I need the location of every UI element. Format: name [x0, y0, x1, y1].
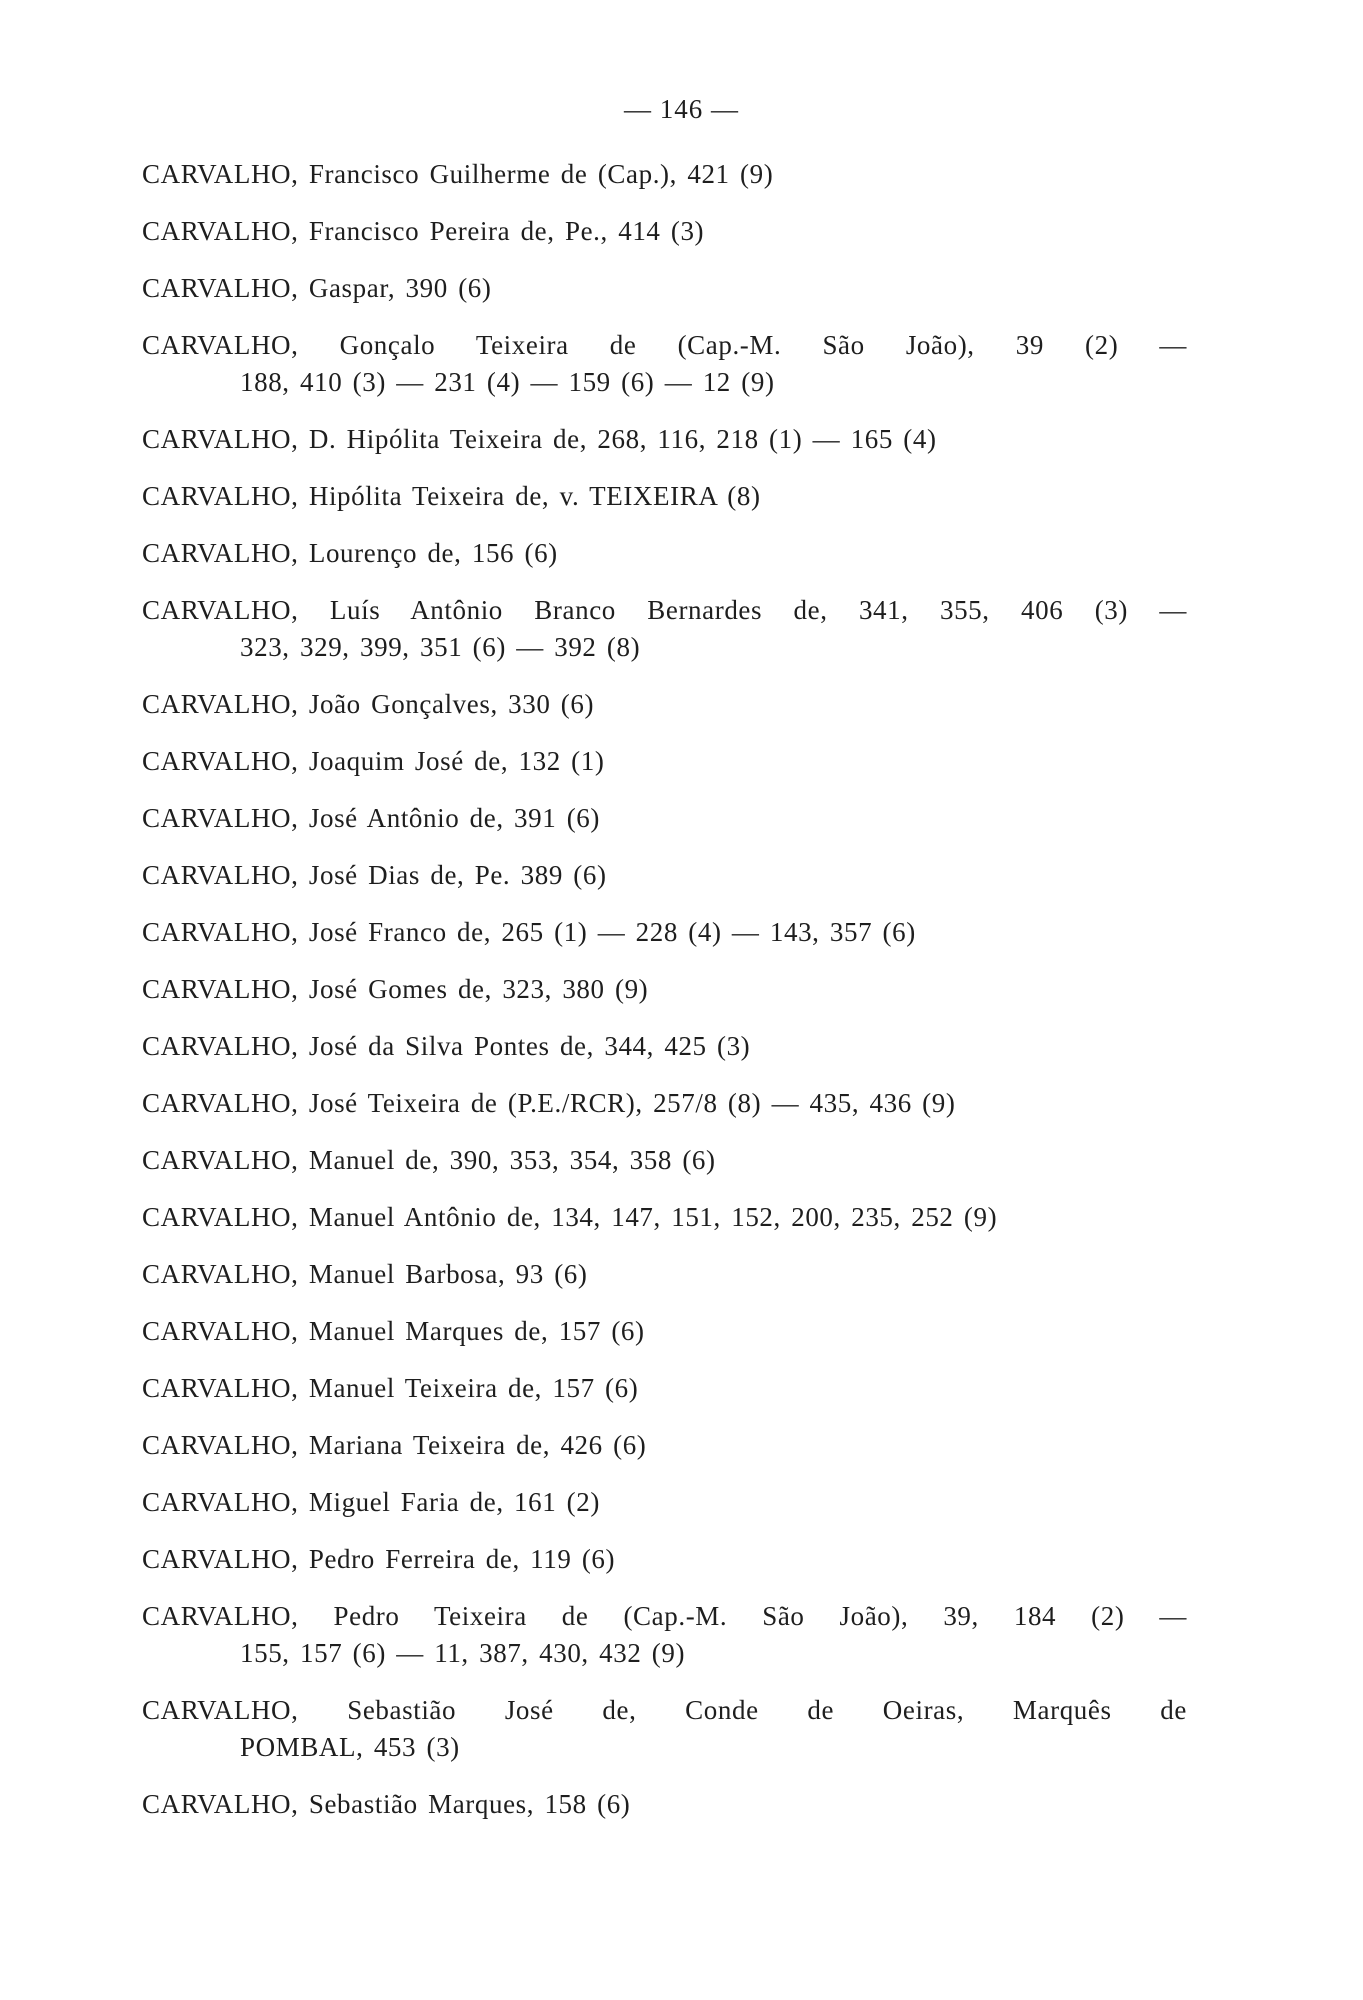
index-entry [142, 1541, 1187, 1578]
index-entry [142, 1085, 1187, 1122]
index-entry [142, 1692, 1187, 1766]
index-entry [142, 421, 1187, 458]
entry-heading-line: CARVALHO, Luís Antônio Branco Bernardes de, 341, 355, 406 (3) — [142, 595, 1187, 625]
entry-heading-line: CARVALHO, Pedro Ferreira de, 119 (6) [142, 1544, 616, 1574]
index-entry [142, 478, 1187, 515]
index-entry [142, 213, 1187, 250]
entry-heading-line: CARVALHO, José Franco de, 265 (1) — 228 (4) — 143, 357 (6) [142, 917, 916, 947]
entry-heading-line: CARVALHO, Gonçalo Teixeira de (Cap.-M. São João), 39 (2) — [142, 330, 1187, 360]
entry-heading-line: CARVALHO, José Gomes de, 323, 380 (9) [142, 974, 649, 1004]
index-entry [142, 1427, 1187, 1464]
index-entry [142, 1313, 1187, 1350]
entry-heading-line: CARVALHO, Joaquim José de, 132 (1) [142, 746, 605, 776]
index-entry [142, 1028, 1187, 1065]
entry-heading-line: CARVALHO, José da Silva Pontes de, 344, 425 (3) [142, 1031, 751, 1061]
index-entry [142, 156, 1187, 193]
entry-continuation-line: 188, 410 (3) — 231 (4) — 159 (6) — 12 (9) [240, 367, 775, 397]
index-entry [142, 592, 1187, 666]
index-entry [142, 1142, 1187, 1179]
index-entry [142, 1256, 1187, 1293]
entry-heading-line: CARVALHO, Gaspar, 390 (6) [142, 273, 492, 303]
entry-heading-line: CARVALHO, Manuel Antônio de, 134, 147, 151, 152, 200, 235, 252 (9) [142, 1202, 998, 1232]
entry-heading-line: CARVALHO, Manuel Teixeira de, 157 (6) [142, 1373, 639, 1403]
index-entries [142, 156, 1187, 1843]
index-entry [142, 686, 1187, 723]
entry-heading-line: CARVALHO, José Dias de, Pe. 389 (6) [142, 860, 607, 890]
index-entry [142, 1199, 1187, 1236]
index-entry [142, 800, 1187, 837]
page-number: — 146 — [624, 94, 739, 124]
index-entry [142, 270, 1187, 307]
index-entry [142, 1370, 1187, 1407]
entry-heading-line: CARVALHO, Pedro Teixeira de (Cap.-M. São João), 39, 184 (2) — [142, 1601, 1187, 1631]
index-entry [142, 1484, 1187, 1521]
entry-heading-line: CARVALHO, Francisco Guilherme de (Cap.), 421 (9) [142, 159, 774, 189]
entry-continuation-line: 155, 157 (6) — 11, 387, 430, 432 (9) [240, 1638, 686, 1668]
entry-heading-line: CARVALHO, Sebastião Marques, 158 (6) [142, 1789, 631, 1819]
entry-heading-line: CARVALHO, Manuel Marques de, 157 (6) [142, 1316, 645, 1346]
entry-continuation-line: 323, 329, 399, 351 (6) — 392 (8) [240, 632, 641, 662]
entry-heading-line: CARVALHO, Lourenço de, 156 (6) [142, 538, 558, 568]
entry-heading-line: CARVALHO, Mariana Teixeira de, 426 (6) [142, 1430, 647, 1460]
entry-heading-line: CARVALHO, Francisco Pereira de, Pe., 414 (3) [142, 216, 705, 246]
entry-heading-line: CARVALHO, Miguel Faria de, 161 (2) [142, 1487, 600, 1517]
index-entry [142, 535, 1187, 572]
index-entry [142, 1598, 1187, 1672]
index-entry [142, 914, 1187, 951]
entry-heading-line: CARVALHO, João Gonçalves, 330 (6) [142, 689, 595, 719]
entry-heading-line: CARVALHO, D. Hipólita Teixeira de, 268, 116, 218 (1) — 165 (4) [142, 424, 937, 454]
entry-heading-line: CARVALHO, José Teixeira de (P.E./RCR), 257/8 (8) — 435, 436 (9) [142, 1088, 956, 1118]
entry-heading-line: CARVALHO, Manuel de, 390, 353, 354, 358 (6) [142, 1145, 716, 1175]
index-entry [142, 743, 1187, 780]
index-entry [142, 1786, 1187, 1823]
entry-heading-line: CARVALHO, Hipólita Teixeira de, v. TEIXEIRA (8) [142, 481, 761, 511]
entry-heading-line: CARVALHO, José Antônio de, 391 (6) [142, 803, 600, 833]
index-entry [142, 327, 1187, 401]
index-entry [142, 857, 1187, 894]
entry-heading-line: CARVALHO, Manuel Barbosa, 93 (6) [142, 1259, 588, 1289]
entry-continuation-line: POMBAL, 453 (3) [240, 1732, 460, 1762]
entry-heading-line: CARVALHO, Sebastião José de, Conde de Oeiras, Marquês de [142, 1695, 1187, 1725]
index-entry [142, 971, 1187, 1008]
